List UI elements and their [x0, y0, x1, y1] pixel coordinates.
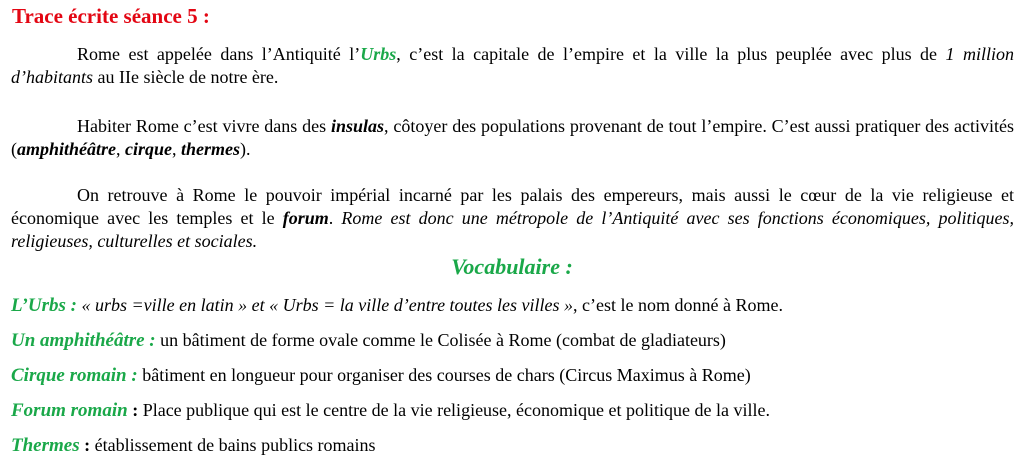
- vocab-item-thermes: [11, 434, 1016, 457]
- vocab-term: Forum romain: [11, 400, 128, 421]
- vocab-term: Cirque romain :: [11, 365, 138, 386]
- text-run: .: [328, 208, 342, 228]
- keyword-forum: forum: [282, 208, 329, 228]
- vocab-definition: , c’est le nom donné à Rome.: [573, 295, 783, 315]
- text-run: ,: [172, 139, 182, 159]
- keyword-cirque: cirque: [125, 139, 173, 159]
- vocab-item-amphitheatre: [11, 329, 1016, 352]
- vocab-term: Un amphithéâtre :: [11, 330, 156, 351]
- vocab-colon: :: [127, 400, 139, 420]
- text-run: , c’est la capitale de l’empire et la ville la plus peuplée avec plus de: [396, 44, 946, 64]
- vocab-definition: un bâtiment de forme ovale comme le Colisée à Rome (combat de gladiateurs): [155, 330, 726, 350]
- keyword-urbs: Urbs: [360, 44, 397, 64]
- text-run: au IIe siècle de notre ère.: [93, 67, 279, 87]
- vocab-definition: Place publique qui est le centre de la vie religieuse, économique et politique de la ville.: [138, 400, 770, 420]
- vocab-item-urbs: [11, 294, 1016, 317]
- vocab-item-cirque: [11, 364, 1016, 387]
- vocab-colon: :: [79, 435, 91, 455]
- paragraph-urbs: [11, 43, 1014, 89]
- vocab-definition: bâtiment en longueur pour organiser des courses de chars (Circus Maximus à Rome): [137, 365, 751, 385]
- vocab-term: Thermes: [11, 435, 80, 456]
- text-run: , côtoyer des populations provenant de tout l’empire. C’est aussi pratiquer des activités (: [11, 116, 1014, 159]
- vocab-definition: « urbs =ville en latin » et « Urbs = la ville d’entre toutes les villes »: [76, 295, 574, 315]
- text-run: ,: [116, 139, 126, 159]
- paragraph-habiter: [11, 115, 1014, 161]
- vocabulary-heading: Vocabulaire :: [451, 254, 573, 279]
- text-run: Rome est appelée dans l’Antiquité l’: [77, 44, 361, 64]
- conclusion-sentence: Rome est donc une métropole de l’Antiquité avec ses fonctions économiques, politiques, religieuses, culturelles et sociales.: [11, 208, 1015, 251]
- paragraph-pouvoir: [11, 184, 1014, 253]
- vocab-item-forum: [11, 399, 1016, 422]
- keyword-million: 1 million d’habitants: [11, 44, 1014, 87]
- vocab-definition: établissement de bains publics romains: [90, 435, 376, 455]
- keyword-amphitheatre: amphithéâtre: [17, 139, 117, 159]
- text-run: Habiter Rome c’est vivre dans des: [77, 116, 331, 136]
- page-title: Trace écrite séance 5 :: [12, 4, 210, 28]
- keyword-thermes: thermes: [181, 139, 241, 159]
- text-run: ).: [240, 139, 251, 159]
- keyword-insulas: insulas: [330, 116, 385, 136]
- vocab-term: L’Urbs :: [11, 295, 77, 316]
- text-run: On retrouve à Rome le pouvoir impérial incarné par les palais des empereurs, mais aussi le cœur de la vie religieuse et économique avec les temples et le: [11, 185, 1014, 228]
